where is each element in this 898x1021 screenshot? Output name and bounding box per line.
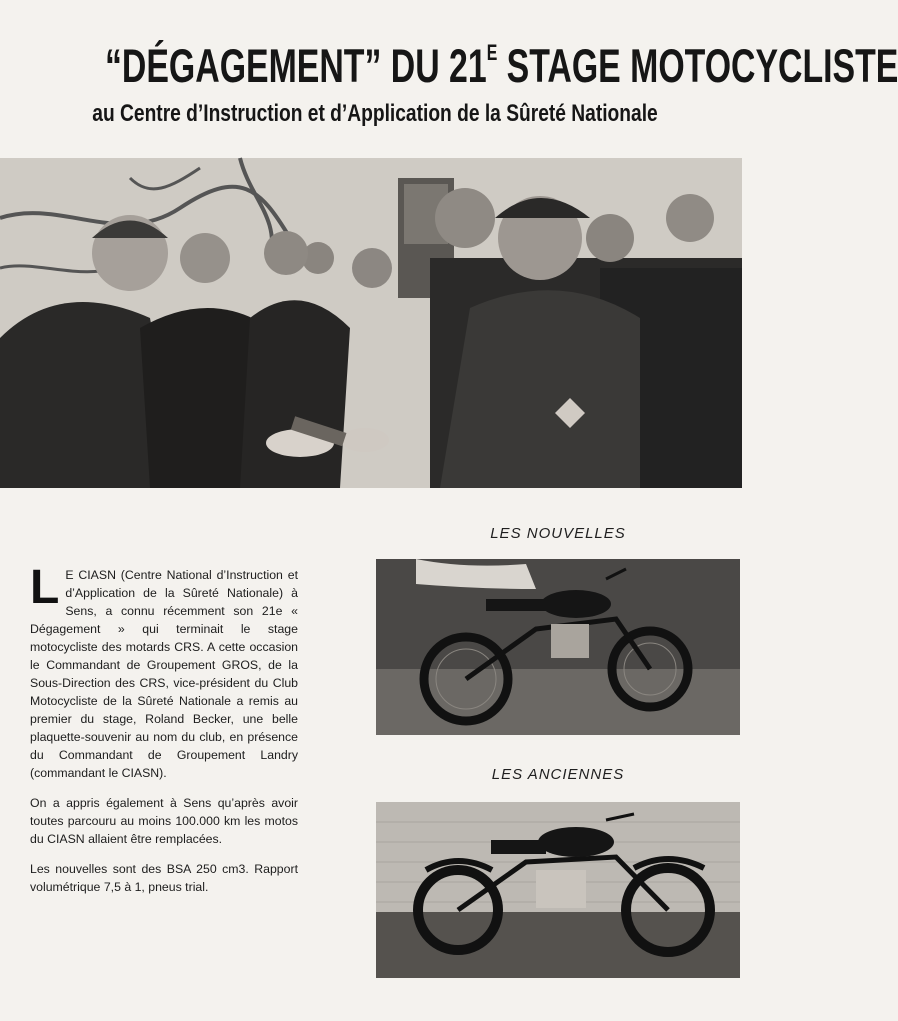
old-motorcycle-photo	[376, 802, 740, 978]
title-end: STAGE MOTOCYCLISTE	[497, 39, 898, 92]
ceremony-photo	[0, 158, 742, 488]
page-title	[105, 38, 898, 93]
article-paragraph-1	[30, 561, 298, 782]
article-paragraph-2: On a appris également à Sens qu’après avoir toutes parcouru au moins 100.000 km les motos du CIASN allaient être remplacées.	[30, 796, 298, 846]
page-subtitle: au Centre d’Instruction et d’Application de la Sûreté Nationale	[92, 100, 658, 127]
article-body	[30, 561, 298, 908]
new-motorcycle-photo	[376, 559, 740, 735]
paragraph-1-text: E CIASN (Centre National d’Instruction et d’Application de la Sûreté Nationale) à Sens, a connu récemment son 21e « Dégagement » qui terminait le stage motocycliste des motards CRS. A cette occasion le Commandant de Groupement GROS, de la Sous-Direction des CRS, vice-président du Club Motocycliste de la Sûreté Nationale a remis au premier du stage, Roland Becker, une belle plaquette-souvenir au nom du club, en présence du Commandant de Groupement Landry (commandant le CIASN).	[30, 568, 298, 780]
drop-cap: L	[30, 561, 60, 614]
title-superscript: E	[486, 40, 498, 65]
caption-new-bikes: LES NOUVELLES	[490, 525, 626, 542]
caption-old-bikes: LES ANCIENNES	[491, 766, 625, 783]
title-main: “DÉGAGEMENT” DU 21	[105, 39, 487, 92]
article-paragraph-3: Les nouvelles sont des BSA 250 cm3. Rapport volumétrique 7,5 à 1, pneus trial.	[30, 862, 298, 894]
